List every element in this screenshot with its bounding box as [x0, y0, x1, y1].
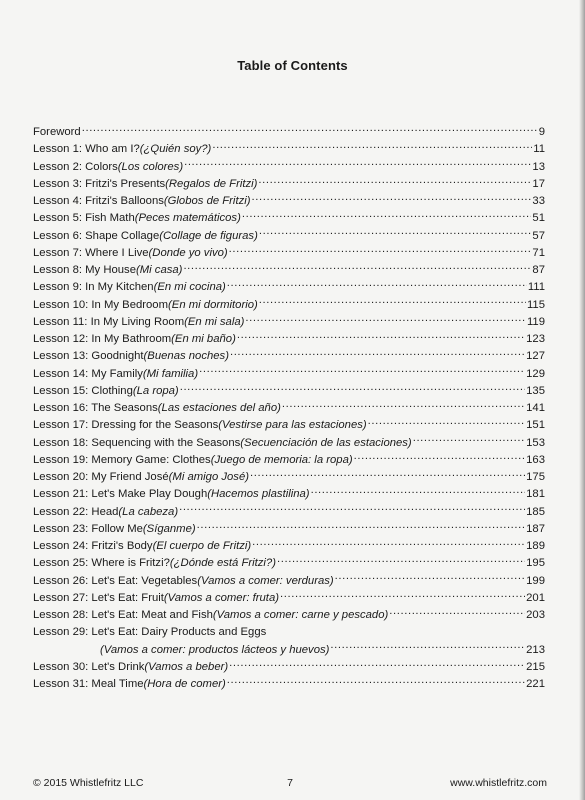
toc-page-number: 87	[532, 264, 545, 276]
toc-dot-leader	[368, 416, 525, 428]
toc-entry-spanish-title: (Vamos a comer: fruta)	[163, 591, 279, 604]
toc-dot-leader	[245, 313, 526, 325]
toc-page-number: 175	[526, 471, 545, 483]
toc-entry-title: Lesson 21: Let's Make Play Dough	[33, 488, 208, 501]
toc-dot-leader	[267, 623, 544, 635]
toc-entry-title: Foreword	[33, 126, 81, 138]
toc-dot-leader	[229, 658, 525, 670]
toc-page-number: 189	[526, 540, 545, 552]
toc-page-number: 201	[526, 591, 545, 604]
toc-page-number: 187	[526, 522, 545, 535]
toc-dot-leader	[354, 451, 526, 463]
toc-entry	[33, 313, 545, 330]
toc-page-number: 181	[526, 488, 545, 501]
toc-entry-title: Lesson 8: My House	[33, 264, 136, 276]
toc-entry	[33, 451, 545, 468]
toc-entry-title: Lesson 31: Meal Time	[33, 678, 144, 690]
toc-page-number: 215	[526, 660, 545, 673]
toc-entry	[33, 399, 545, 416]
toc-entry	[33, 158, 545, 175]
toc-entry-title: Lesson 19: Memory Game: Clothes	[33, 453, 211, 466]
page-edge-shadow	[579, 0, 585, 800]
toc-entry	[33, 468, 545, 485]
toc-entry-spanish-title: (Mi casa)	[135, 264, 183, 276]
toc-entry	[33, 261, 545, 278]
toc-entry-spanish-title: (Síganme)	[142, 522, 196, 535]
toc-dot-leader	[389, 606, 525, 618]
toc-entry-spanish-title: (La cabeza)	[118, 505, 179, 518]
toc-entry-title: Lesson 10: In My Bedroom	[33, 298, 169, 311]
toc-entry-title: Lesson 7: Where I Live	[33, 246, 149, 259]
toc-entry-spanish-title: (Collage de figuras)	[159, 229, 258, 242]
toc-entry-spanish-title: (Secuenciación de las estaciones)	[240, 436, 412, 449]
toc-entry	[33, 365, 545, 382]
toc-dot-leader	[311, 485, 526, 497]
toc-entry-title: Lesson 4: Fritzi's Balloons	[33, 195, 164, 207]
toc-dot-leader	[259, 227, 532, 239]
toc-dot-leader	[212, 140, 532, 152]
toc-page-number: 17	[532, 177, 545, 190]
toc-entry	[33, 244, 545, 261]
toc-entry-title: Lesson 11: In My Living Room	[33, 315, 185, 328]
toc-entry-spanish-title: (Vamos a beber)	[144, 660, 229, 673]
toc-dot-leader	[237, 330, 525, 342]
toc-page-number: 111	[527, 281, 545, 294]
toc-entry-title: Lesson 1: Who am I?	[33, 143, 140, 156]
table-of-contents	[33, 123, 545, 692]
toc-dot-leader	[277, 554, 525, 566]
toc-entry-title: Lesson 2: Colors	[33, 160, 118, 173]
toc-dot-leader	[259, 296, 526, 308]
toc-entry-spanish-title: (Vamos a comer: carne y pescado)	[212, 609, 389, 621]
toc-page-number: 203	[526, 609, 545, 621]
toc-entry-spanish-title: (Regalos de Fritzi)	[165, 177, 258, 190]
toc-page-number: 195	[526, 557, 545, 570]
toc-entry	[33, 123, 545, 140]
toc-entry-spanish-title: (En mi dormitorio)	[168, 298, 258, 311]
toc-dot-leader	[227, 675, 525, 687]
toc-page-number: 199	[526, 574, 545, 587]
toc-page-number: 51	[532, 212, 545, 225]
toc-entry-spanish-title: (En mi sala)	[184, 315, 245, 328]
toc-entry-title: Lesson 25: Where is Fritzi?	[33, 557, 170, 570]
toc-page-number: 115	[526, 298, 545, 311]
toc-entry-spanish-title: (¿Quién soy?)	[139, 143, 212, 156]
toc-entry-title: Lesson 3: Fritzi's Presents	[33, 177, 166, 190]
toc-entry-spanish-title: (Globos de Fritzi)	[163, 195, 251, 207]
toc-entry-title: Lesson 24: Fritzi's Body	[33, 540, 153, 552]
toc-entry	[33, 623, 545, 640]
toc-entry	[33, 296, 545, 313]
toc-entry-spanish-title: (Mi familia)	[142, 367, 199, 380]
toc-entry	[33, 416, 545, 433]
toc-entry	[33, 227, 545, 244]
toc-page-number: 163	[526, 453, 545, 466]
toc-entry	[33, 537, 545, 554]
toc-entry-title: Lesson 12: In My Bathroom	[33, 333, 172, 345]
toc-page-number: 119	[526, 315, 545, 328]
toc-entry	[33, 209, 545, 226]
toc-page-number: 135	[526, 384, 545, 397]
toc-entry-title: Lesson 5: Fish Math	[33, 212, 135, 225]
toc-entry-spanish-title: (Peces matemáticos)	[134, 212, 241, 225]
toc-entry	[33, 675, 545, 692]
toc-page-number: 221	[526, 678, 545, 690]
toc-page-number: 213	[526, 643, 545, 656]
toc-entry-title: Lesson 22: Head	[33, 505, 119, 518]
toc-page-number: 185	[526, 505, 545, 518]
toc-entry-spanish-title: (Mi amigo José)	[168, 471, 249, 483]
toc-page-number: 13	[532, 160, 545, 173]
toc-dot-leader	[252, 537, 525, 549]
toc-entry-title: Lesson 16: The Seasons	[33, 402, 158, 414]
toc-page-number: 11	[533, 143, 545, 156]
toc-page-number: 153	[526, 436, 545, 449]
toc-dot-leader	[197, 520, 526, 532]
toc-entry-title: Lesson 6: Shape Collage	[33, 229, 160, 242]
toc-page-number: 123	[526, 333, 545, 345]
footer-copyright: © 2015 Whistlefritz LLC	[33, 777, 144, 789]
toc-entry	[33, 330, 545, 347]
toc-dot-leader	[413, 434, 525, 446]
toc-dot-leader	[250, 468, 525, 480]
toc-entry	[33, 554, 545, 571]
toc-entry	[33, 485, 545, 502]
toc-entry-title: Lesson 13: Goodnight	[33, 350, 144, 363]
toc-dot-leader	[335, 572, 525, 584]
toc-dot-leader	[280, 589, 525, 601]
toc-entry-spanish-title: (La ropa)	[132, 384, 179, 397]
footer-page-number: 7	[287, 777, 293, 789]
toc-dot-leader	[229, 244, 532, 256]
toc-dot-leader	[82, 123, 538, 135]
toc-entry	[33, 606, 545, 623]
toc-dot-leader	[230, 347, 525, 359]
page-footer	[33, 777, 547, 789]
toc-entry	[33, 434, 545, 451]
toc-entry-spanish-title: (Buenas noches)	[143, 350, 229, 363]
toc-entry-title: Lesson 23: Follow Me	[33, 522, 143, 535]
toc-entry	[33, 382, 545, 399]
toc-entry	[33, 192, 545, 209]
toc-entry-spanish-title: (En mi baño)	[171, 333, 236, 345]
toc-dot-leader	[184, 158, 531, 170]
toc-entry	[33, 278, 545, 295]
toc-dot-leader	[258, 175, 531, 187]
toc-dot-leader	[330, 641, 525, 653]
toc-dot-leader	[179, 503, 525, 515]
toc-entry-title: Lesson 20: My Friend José	[33, 471, 169, 483]
toc-page-number: 127	[526, 350, 545, 363]
toc-entry	[33, 589, 545, 606]
toc-entry-spanish-title: (Donde yo vivo)	[148, 246, 228, 259]
toc-dot-leader	[183, 261, 531, 273]
toc-entry-spanish-title: (Hora de comer)	[143, 678, 226, 690]
toc-page-number: 71	[532, 246, 545, 259]
toc-dot-leader	[199, 365, 525, 377]
toc-page-number: 33	[532, 195, 545, 207]
toc-entry-spanish-title: (Las estaciones del año)	[157, 402, 281, 414]
toc-entry-title: Lesson 30: Let's Drink	[33, 660, 145, 673]
footer-website: www.whistlefritz.com	[450, 777, 547, 789]
toc-entry-title: Lesson 26: Let's Eat: Vegetables	[33, 574, 198, 587]
toc-page-number: 129	[526, 367, 545, 380]
toc-entry-title: Lesson 18: Sequencing with the Seasons	[33, 436, 241, 449]
toc-entry-title: Lesson 27: Let's Eat: Fruit	[33, 591, 164, 604]
toc-entry-spanish-title: (Vamos a comer: verduras)	[197, 574, 334, 587]
toc-entry-title: Lesson 15: Clothing	[33, 384, 133, 397]
toc-entry-spanish-title: (Hacemos plastilina)	[207, 488, 310, 501]
toc-entry	[33, 503, 545, 520]
toc-page-number: 141	[526, 402, 545, 414]
toc-page-number: 57	[532, 229, 545, 242]
toc-dot-leader	[282, 399, 525, 411]
toc-entry	[33, 641, 545, 658]
toc-dot-leader	[252, 192, 532, 204]
page-title: Table of Contents	[237, 58, 348, 73]
toc-entry-spanish-title: (Juego de memoria: la ropa)	[210, 453, 353, 466]
toc-page-number: 9	[538, 126, 545, 138]
toc-entry	[33, 658, 545, 675]
toc-dot-leader	[180, 382, 525, 394]
toc-entry-spanish-title: (El cuerpo de Fritzi)	[152, 540, 252, 552]
toc-entry-title: Lesson 29: Let's Eat: Dairy Products and Eggs	[33, 626, 267, 639]
toc-entry	[33, 572, 545, 589]
toc-entry-spanish-title: (Los colores)	[117, 160, 184, 173]
toc-entry-spanish-title: (Vestirse para las estaciones)	[218, 419, 367, 432]
toc-entry	[33, 140, 545, 157]
toc-entry-spanish-title: (¿Dónde está Fritzi?)	[169, 557, 276, 570]
toc-dot-leader	[227, 278, 527, 290]
toc-entry-spanish-title: (En mi cocina)	[153, 281, 226, 294]
toc-entry	[33, 175, 545, 192]
toc-entry-title: Lesson 14: My Family	[33, 367, 143, 380]
toc-entry	[33, 520, 545, 537]
toc-entry	[33, 347, 545, 364]
toc-entry-title: Lesson 17: Dressing for the Seasons	[33, 419, 219, 432]
toc-entry-title: Lesson 9: In My Kitchen	[33, 281, 154, 294]
toc-entry-spanish-title: (Vamos a comer: productos lácteos y huevos)	[100, 643, 330, 656]
toc-entry-title: Lesson 28: Let's Eat: Meat and Fish	[33, 609, 213, 621]
toc-dot-leader	[242, 209, 532, 221]
toc-page-number: 151	[526, 419, 545, 432]
